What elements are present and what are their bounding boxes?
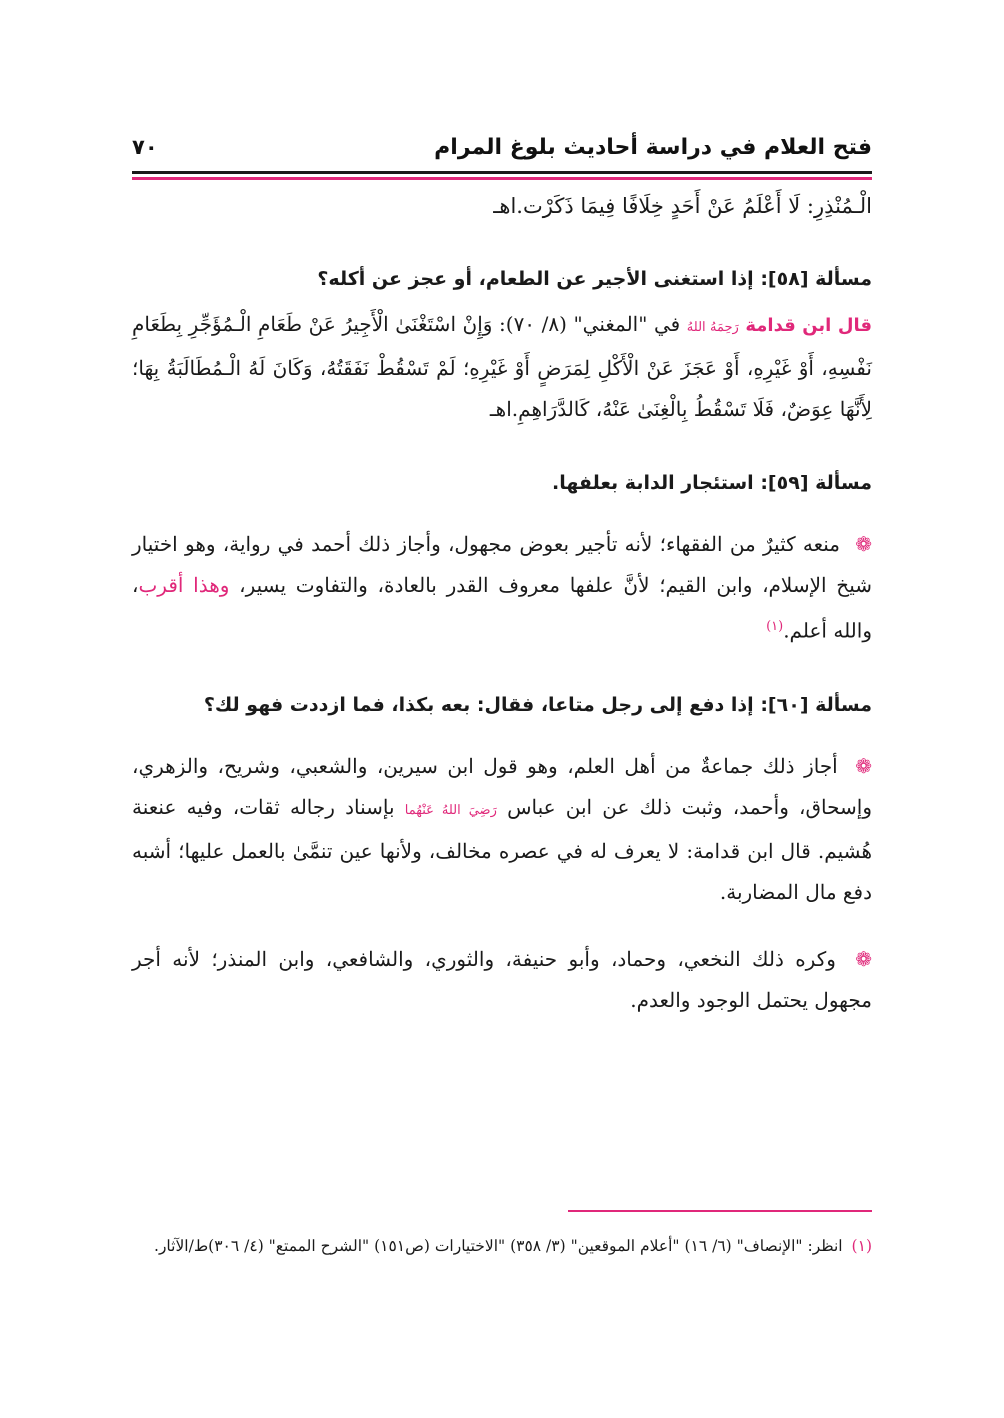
question-60-heading xyxy=(132,690,872,720)
page-header xyxy=(132,124,872,170)
question-58-label: مسألة [٥٨]: xyxy=(760,268,872,290)
question-59-heading xyxy=(132,468,872,498)
book-title: فتح العلام في دراسة أحاديث بلوغ المرام xyxy=(434,134,872,160)
question-60-label: مسألة [٦٠]: xyxy=(760,693,872,716)
question-58-title: إذا استغنى الأجير عن الطعام، أو عجز عن أكله؟ xyxy=(317,268,754,290)
flower-icon: ❁ xyxy=(855,532,872,556)
question-60-text-c: وكره ذلك النخعي، وحماد، وأبو حنيفة، والثوري، والشافعي، وابن المنذر؛ لأنه أجر مجهول يحتمل الوجود والعدم. xyxy=(132,946,872,1012)
question-59-body xyxy=(132,524,872,652)
quoted-author: قال ابن قدامة xyxy=(745,315,872,336)
question-59-title: استئجار الدابة بعلفها. xyxy=(552,472,754,494)
page-body xyxy=(132,186,872,1021)
preferred-opinion: وهذا أقرب xyxy=(138,573,230,597)
question-60-text-b: بإسناد رجاله ثقات، وفيه عنعنة هُشيم. قال ابن قدامة: لا يعرف له في عصره مخالف، ولأنها عين تنمَّىٰ بالعمل عليها؛ أشبه دفع مال المضاربة. xyxy=(132,794,872,904)
question-59-tail: ، والله أعلم. xyxy=(132,573,872,643)
question-59-text: منعه كثيرٌ من الفقهاء؛ لأنه تأجير بعوض مجهول، وأجاز ذلك أحمد في رواية، وهو اختيار شيخ الإسلام، وابن القيم؛ لأنَّ علفها معروف القدر بالعادة، والتفاوت يسير، xyxy=(132,532,872,597)
footnote-divider xyxy=(568,1210,872,1212)
flower-icon: ❁ xyxy=(855,946,873,971)
question-60-para-1 xyxy=(132,746,872,913)
question-60-title: إذا دفع إلى رجل متاعا، فقال: بعه بكذا، فما ازددت فهو لك؟ xyxy=(203,693,754,716)
footnote-ref[interactable]: (١) xyxy=(766,619,784,634)
question-58-heading xyxy=(132,264,872,294)
honorific-glyph: رَحِمَهُ اللهُ xyxy=(686,320,739,335)
continued-quote-line: الْـمُنْذِرِ: لَا أَعْلَمُ عَنْ أَحَدٍ خِلَافًا فِيمَا ذَكَرْت.اهـ xyxy=(493,194,872,218)
honorific-glyph: رَضِيَ اللهُ عَنْهُما xyxy=(404,802,497,818)
flower-icon: ❁ xyxy=(855,753,873,778)
header-rule-pink xyxy=(132,177,872,180)
header-rule-black xyxy=(132,171,872,174)
question-58-body xyxy=(132,304,872,430)
footnote xyxy=(132,1232,872,1260)
footnote-marker: (١) xyxy=(851,1237,872,1255)
question-60-para-2 xyxy=(132,939,872,1021)
question-59-label: مسألة [٥٩]: xyxy=(760,472,872,494)
page-number: ٧٠ xyxy=(132,135,158,159)
question-60-text-a: أجاز ذلك جماعةٌ من أهل العلم، وهو قول ابن سيرين، والشعبي، وشريح، والزهري، وإسحاق، وأحمد، وثبت ذلك عن ابن عباس xyxy=(132,753,873,819)
question-58-text: في "المغني" (٨/ ٧٠): وَإِنْ اسْتَغْنَىٰ الْأَجِيرُ عَنْ طَعَامِ الْـمُؤَجِّرِ بِطَعَامِ نَفْسِهِ، أَوْ غَيْرِهِ، أَوْ عَجَزَ عَنْ الْأَكْلِ لِمَرَضٍ أَوْ غَيْرِهِ؛ لَمْ تَسْقُطْ نَفَقَتُهُ، وَكَانَ لَهُ الْـمُطَالَبَةُ بِهَا؛ لِأَنَّهَا عِوَضٌ، فَلَا تَسْقُطُ بِالْغِنَىٰ عَنْهُ، كَالدَّرَاهِمِ.اهـ xyxy=(132,312,872,421)
footnote-text: انظر: "الإنصاف" (٦/ ١٦) "أعلام الموقعين" (٣/ ٣٥٨) "الاختيارات (ص١٥١) "الشرح الممتع" (٤/ ٣٠٦)ط/الآثار. xyxy=(154,1237,843,1255)
